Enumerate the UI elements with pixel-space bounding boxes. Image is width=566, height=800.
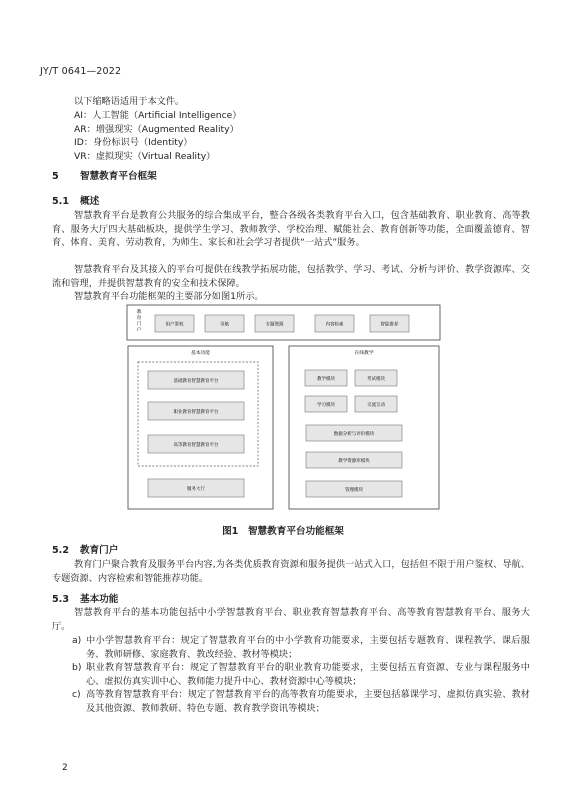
list-item-text: 中小学智慧教育平台：规定了智慧教育平台的中小学教育功能要求，主要包括专题教育、课程教学、课后服务、教师研修、家庭教育、教改经验、教材等模块； — [86, 635, 530, 660]
service-hall-label: 服务大厅 — [187, 487, 205, 492]
list-item — [52, 634, 530, 661]
portal-label-char: 教 — [136, 310, 142, 315]
online-item-management: 管理模块 — [345, 488, 363, 493]
portal-item-smart-recommend: 智能推荐 — [380, 322, 399, 328]
portal-label-char: 户 — [136, 328, 142, 333]
portal-item-user-auth: 用户鉴权 — [165, 322, 184, 328]
basic-item-higher-ed-platform: 高等教育智慧教育平台 — [173, 443, 219, 448]
list-marker: c) — [72, 689, 81, 700]
section-number: 5.2 — [52, 545, 69, 556]
abbreviation-id: ID：身份标识号（Identity） — [74, 137, 193, 149]
section-title: 智慧教育平台框架 — [80, 171, 157, 182]
abbreviation-vr: VR：虚拟现实（Virtual Reality） — [74, 151, 216, 163]
portal-item-navigation: 导航 — [220, 322, 229, 328]
basic-functions-title: 基本功能 — [190, 351, 211, 356]
online-teaching-title: 在线教学 — [354, 351, 374, 356]
abbreviation-ar: AR：增强现实（Augmented Reality） — [74, 123, 239, 135]
standard-number: JY/T 0641—2022 — [40, 66, 122, 77]
online-item-teaching-module: 教学模块 — [317, 377, 335, 382]
section-title: 概述 — [80, 196, 100, 207]
portal-paragraph: 教育门户聚合教育及服务平台内容,为各类优质教育资源和服务提供一站式入口，包括但不限于用户鉴权、导航、专题资源、内容检索和智能推荐功能。 — [52, 559, 530, 584]
list-marker: a) — [72, 635, 82, 646]
section-title: 教育门户 — [80, 545, 119, 556]
list-item-text: 职业教育智慧教育平台：规定了智慧教育平台的职业教育功能要求，主要包括五育资源、专业与课程服务中心、虚拟仿真实训中心、教师能力提升中心、教材资源中心等模块； — [86, 662, 530, 687]
basic-item-k12-platform: 基础教育智慧教育平台 — [173, 379, 219, 384]
online-item-resource-library: 教学资源库模块 — [338, 459, 370, 464]
portal-label-char: 育 — [136, 316, 142, 321]
online-item-exam-module: 考试模块 — [367, 377, 385, 382]
abbreviations-intro: 以下缩略语适用于本文件。 — [74, 96, 185, 107]
portal-item-content-search: 内容检索 — [325, 322, 344, 328]
overview-paragraph-3: 智慧教育平台功能框架的主要部分如图1所示。 — [74, 291, 264, 302]
basic-functions-paragraph: 智慧教育平台的基本功能包括中小学智慧教育平台、职业教育智慧教育平台、高等教育智慧教育平台、服务大厅。 — [52, 607, 530, 632]
abbreviation-ai: AI：人工智能（Artificial Intelligence） — [74, 109, 242, 121]
list-item — [52, 661, 530, 688]
portal-item-topic-resources: 专题资源 — [265, 322, 284, 328]
list-marker: b) — [72, 662, 82, 673]
section-number: 5.3 — [52, 594, 69, 605]
basic-item-vocational-platform: 职业教育智慧教育平台 — [173, 410, 219, 415]
section-5-2-heading — [52, 542, 118, 556]
online-item-learning-module: 学习模块 — [317, 403, 335, 408]
page-number: 2 — [62, 763, 68, 773]
basic-functions-list — [52, 634, 530, 715]
portal-label-char: 门 — [136, 322, 142, 327]
overview-paragraph-1: 智慧教育平台是教育公共服务的综合集成平台，整合各级各类教育平台入口，包含基础教育、职业教育、高等教育、服务大厅四大基础板块，提供学生学习、教师教学、学校治理、赋能社会、教育创新等功能，全面覆盖德育、智育、体育、美育、劳动教育，为师生、家长和社会学习者提供“一站式”服务。 — [52, 210, 530, 248]
figure-caption: 图1 智慧教育平台功能框架 — [222, 526, 344, 537]
section-5-3-heading — [52, 591, 118, 605]
online-item-interaction: 交流互动 — [367, 403, 385, 408]
section-number: 5.1 — [52, 196, 69, 207]
section-number: 5 — [52, 171, 59, 182]
overview-paragraph-2: 智慧教育平台及其接入的平台可提供在线教学拓展功能，包括教学、学习、考试、分析与评价、教学资源库、交流和管理，并提供智慧教育的安全和技术保障。 — [52, 264, 530, 289]
online-item-data-analysis: 数据分析与评价模块 — [333, 432, 375, 437]
list-item-text: 高等教育智慧教育平台：规定了智慧教育平台的高等教育功能要求，主要包括慕课学习、虚拟仿真实验、教材及其他资源、教师教研、特色专题、教育教学资讯等模块； — [86, 689, 530, 714]
section-title: 基本功能 — [80, 594, 119, 605]
list-item — [52, 688, 530, 715]
